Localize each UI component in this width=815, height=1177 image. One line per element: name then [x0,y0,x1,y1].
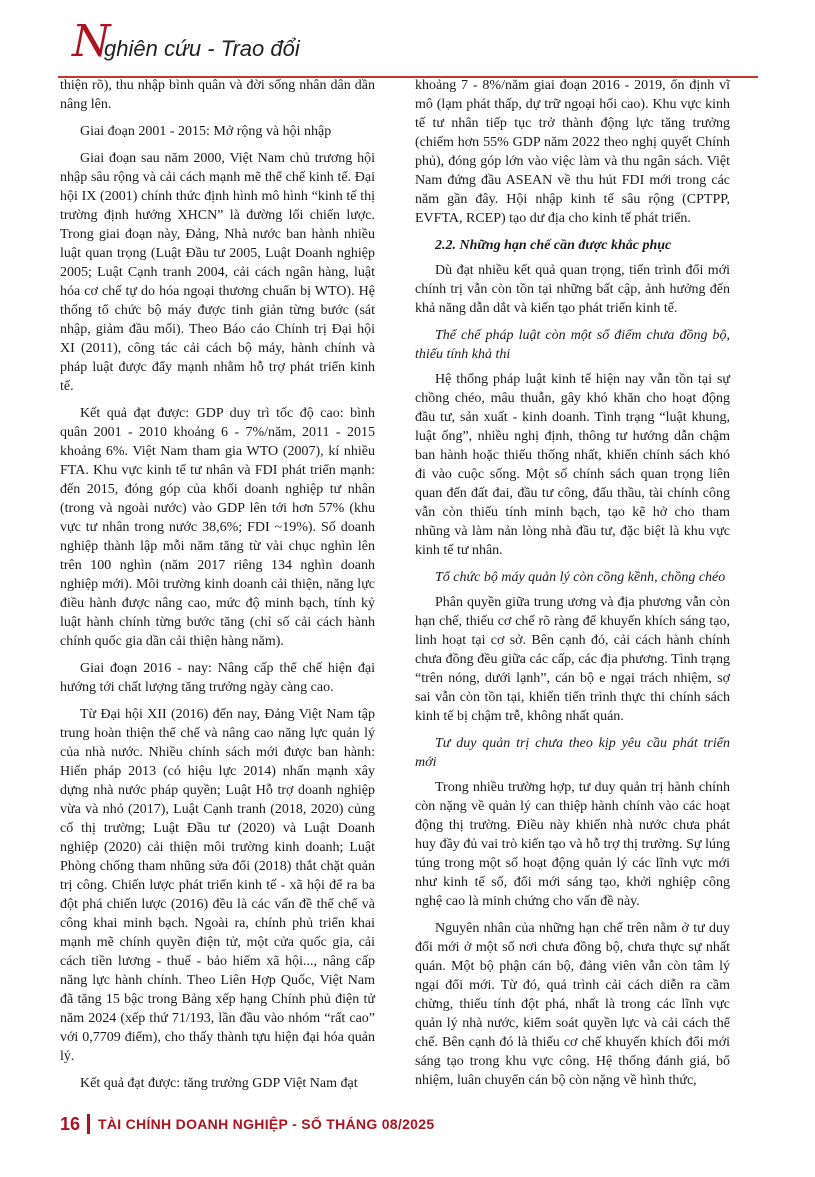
page-number: 16 [60,1114,81,1134]
subheading: Tư duy quản trị chưa theo kịp yêu cầu phát triển mới [415,736,730,770]
paragraph: Dù đạt nhiều kết quả quan trọng, tiến trình đổi mới chính trị vẫn còn tồn tại những bất cập, ảnh hưởng đến khả năng dẫn dắt và kiến tạo phát triển kinh tế. [415,263,730,316]
header-initial: N [72,16,111,67]
paragraph: Giai đoạn 2016 - nay: Nâng cấp thể chế hiện đại hướng tới chất lượng tăng trưởng ngày càng cao. [60,661,375,695]
subheading: Tổ chức bộ máy quản lý còn cồng kềnh, chồng chéo [435,570,726,585]
paragraph: Trong nhiều trường hợp, tư duy quản trị hành chính còn nặng về quản lý can thiệp hành chính vào các hoạt động thị trường. Điều này khiến nhà nước chưa phát huy đầy đủ vai trò kiến tạo và hỗ trợ thị trường. Sự lúng túng trong một số hoạt động quản lý các lĩnh vực mới như kinh tế số, đổi mới sáng tạo, khởi nghiệp công nghệ cao là minh chứng cho vấn đề này. [415,780,730,909]
header-section-title: ghiên cứu - Trao đổi [104,36,300,61]
right-column [415,76,730,1098]
paragraph: Từ Đại hội XII (2016) đến nay, Đảng Việt Nam tập trung hoàn thiện thể chế và nâng cao năng lực quản lý của nhà nước. Nhiều chính sách mới được ban hành: Hiến pháp 2013 (có hiệu lực 2014) nhấn mạnh xây dựng nhà nước pháp quyền; Luật Hỗ trợ doanh nghiệp vừa và nhỏ (2017), Luật Cạnh tranh (2018, 2020) củng cố thị trường; Luật Đầu tư (2020) và Luật Doanh nghiệp (2020) cải thiện môi trường kinh doanh; Luật Phòng chống tham nhũng sửa đổi (2018) thắt chặt quản trị công. Chiến lược phát triển kinh tế - xã hội để ra ba đột phá chiến lược (2016) đều là các vấn đề thể chế và công khai minh bạch. Ngoài ra, chính phủ triển khai mạnh mẽ chính quyền điện tử, một cửa quốc gia, cải cách tiền lương - thuế - bảo hiểm xã hội..., nâng cấp năng lực hành chính. Theo Liên Hợp Quốc, Việt Nam đã tăng 15 bậc trong Bảng xếp hạng Chính phủ điện tử năm 2024 (xếp thứ 71/193, lần đầu vào nhóm “rất cao” với 0,7709 điểm), cho thấy thành tựu hiện đại hóa quản lý. [60,707,375,1064]
paragraph-continuation: thiện rõ), thu nhập bình quân và đời sống nhân dân dần nâng lên. [60,78,375,112]
paragraph: Kết quả đạt được: tăng trưởng GDP Việt Nam đạt [80,1076,358,1091]
page-header [58,16,758,76]
paragraph: Kết quả đạt được: GDP duy trì tốc độ cao: bình quân 2001 - 2010 khoảng 6 - 7%/năm, 2011 - 2015 khoảng 6%. Việt Nam tham gia WTO (2007), kí nhiều FTA. Khu vực kinh tế tư nhân và FDI phát triển mạnh: đến 2015, đóng góp của khối doanh nghiệp tư nhân (trong và ngoài nước) vào GDP lên tới hơn 57% (khu vực tư nhân trong nước 38,6%; FDI ~19%). Số doanh nghiệp thành lập mỗi năm tăng từ vài chục nghìn lên trên 100 nghìn (năm 2017 riêng 134 nghìn doanh nghiệp mới). Môi trường kinh doanh cải thiện, năng lực điều hành được nâng cao, mức độ minh bạch, tính kỷ luật hành chính từng bước tăng (chỉ số cải cách hành chính quốc gia dần cải thiện hàng năm). [60,406,375,649]
paragraph: Phân quyền giữa trung ương và địa phương vẫn còn hạn chế, thiếu cơ chế rõ ràng để khuyến khích sáng tạo, linh hoạt tại cơ sở. Bên cạnh đó, cải cách hành chính chưa đồng đều giữa các cấp, các địa phương. Tình trạng “trên nóng, dưới lạnh”, cán bộ e ngại trách nhiệm, sợ sai vẫn còn tồn tại, khiến tiến trình thực thi chính sách kinh tế bị chậm trễ, không nhất quán. [415,595,730,724]
page-footer [60,1110,760,1138]
paragraph: Giai đoạn sau năm 2000, Việt Nam chủ trương hội nhập sâu rộng và cải cách mạnh mẽ thể chế kinh tế. Đại hội IX (2001) chính thức định hình mô hình “kinh tế thị trường định hướng XHCN” là đường lối chiến lược. Trong giai đoạn này, Đảng, Nhà nước ban hành nhiều luật quan trọng (Luật Đầu tư 2005, Luật Doanh nghiệp 2005; Luật Cạnh tranh 2004, cải cách ngân hàng, luật hóa cơ chế tự do hóa ngoại thương chuẩn bị WTO). Hệ thống tổ chức bộ máy được tinh giản từng bước (sát nhập, giảm đầu mối). Theo Báo cáo Chính trị Đại hội XI (2011), công tác cải cách bộ máy, hành chính và pháp luật được đẩy mạnh nhằm hỗ trợ phát triển kinh tế. [60,151,375,394]
section-heading: 2.2. Những hạn chế cần được khắc phục [435,238,672,253]
journal-title: TÀI CHÍNH DOANH NGHIỆP - SỐ THÁNG 08/2025 [98,1116,435,1132]
footer-divider [87,1114,90,1134]
paragraph: Nguyên nhân của những hạn chế trên nằm ở tư duy đổi mới ở một số nơi chưa đồng bộ, chưa thực sự nhất quán. Một bộ phận cán bộ, đảng viên vẫn còn tâm lý ngại đổi mới. Từ đó, quá trình cải cách diễn ra cầm chừng, thiếu tính đột phá, nhất là trong các lĩnh vực quản lý nhà nước, kiểm soát quyền lực và cải cách thể chế. Bên cạnh đó là thiếu cơ chế khuyến khích đổi mới sáng tạo trong khu vực công. Hệ thống đánh giá, bổ nhiệm, luân chuyển cán bộ còn nặng về hình thức, [415,921,730,1088]
left-column [60,76,375,1101]
paragraph: Hệ thống pháp luật kinh tế hiện nay vẫn tồn tại sự chồng chéo, mâu thuẫn, gây khó khăn cho hoạt động đầu tư, sản xuất - kinh doanh. Tình trạng “luật khung, luật ống”, nhiều nghị định, thông tư hướng dẫn chậm ban hành hoặc thiếu thống nhất, khiến chính sách khó đi vào cuộc sống. Một số chính sách quan trọng liên quan đến đất đai, đầu tư công, đấu thầu, tài chính công vẫn còn thiếu tính minh bạch, tạo kẽ hở cho tham nhũng và làm nản lòng nhà đầu tư, đặc biệt là khu vực kinh tế tư nhân. [415,372,730,558]
paragraph: Giai đoạn 2001 - 2015: Mở rộng và hội nhập [80,124,332,139]
subheading: Thể chế pháp luật còn một số điểm chưa đồng bộ, thiếu tính khả thi [415,328,730,362]
paragraph-continuation: khoảng 7 - 8%/năm giai đoạn 2016 - 2019, ổn định vĩ mô (lạm phát thấp, dự trữ ngoại hối cao). Khu vực kinh tế tư nhân tiếp tục trở thành động lực tăng trưởng (chiếm hơn 55% GDP năm 2022 theo nghị quyết Chính phủ), đóng góp lớn vào việc làm và thu ngân sách. Việt Nam đứng đầu ASEAN về thu hút FDI mới trong các năm gần đây. Hội nhập kinh tế sâu rộng (CPTPP, EVFTA, RCEP) tạo dư địa cho kinh tế phát triển. [415,78,730,226]
